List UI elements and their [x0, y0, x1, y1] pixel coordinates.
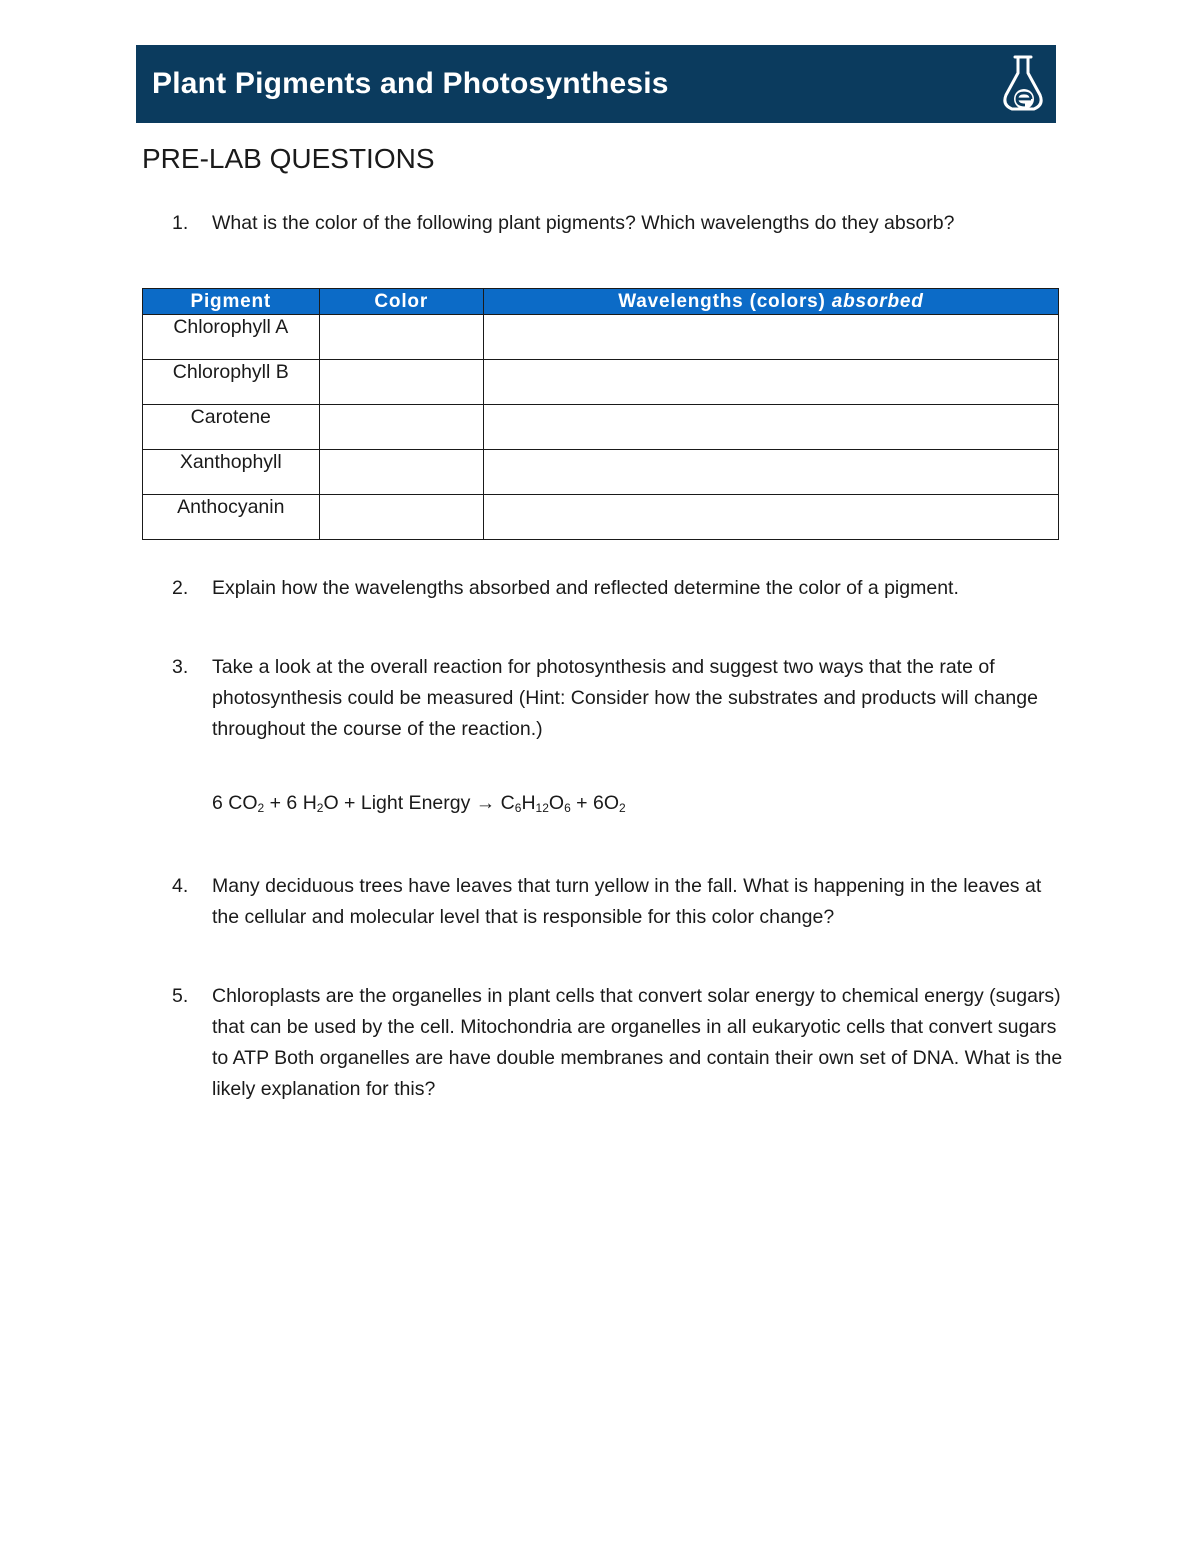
question-number: 3. [172, 656, 189, 678]
table-row [143, 405, 1059, 450]
question-number: 4. [172, 875, 189, 897]
wavelengths-cell[interactable] [483, 315, 1058, 360]
pigment-cell: Chlorophyll B [143, 360, 320, 405]
question-number: 1. [172, 212, 189, 234]
question-text: What is the color of the following plant pigments? Which wavelengths do they absorb? [212, 212, 955, 234]
header-pigment: Pigment [143, 289, 320, 315]
equation-part: + 6O [570, 792, 620, 814]
header-wavelengths [483, 289, 1058, 315]
wavelengths-cell[interactable] [483, 495, 1058, 540]
header-wavelengths-label: Wavelengths (colors) [618, 290, 832, 312]
wavelengths-cell[interactable] [483, 450, 1058, 495]
equation-part: O [548, 792, 565, 814]
pigment-cell: Chlorophyll A [143, 315, 320, 360]
question-3 [172, 652, 1072, 745]
question-5 [172, 981, 1072, 1105]
equation-part: 6 CO [212, 792, 258, 814]
wavelengths-cell[interactable] [483, 360, 1058, 405]
color-cell[interactable] [319, 405, 483, 450]
header-bar [136, 45, 1056, 123]
pigments-table [142, 288, 1059, 540]
equation-part: + 6 H [264, 792, 317, 814]
equation-subscript: 6 [564, 801, 571, 815]
equation-part: H [521, 792, 536, 814]
pigment-cell: Carotene [143, 405, 320, 450]
color-cell[interactable] [319, 450, 483, 495]
table-row [143, 315, 1059, 360]
color-cell[interactable] [319, 315, 483, 360]
color-cell[interactable] [319, 360, 483, 405]
equation-subscript: 2 [316, 801, 324, 815]
equation-subscript: 12 [535, 801, 549, 815]
table-row [143, 495, 1059, 540]
wavelengths-cell[interactable] [483, 405, 1058, 450]
question-text: Chloroplasts are the organelles in plant cells that convert solar energy to chemical energy (sugars) that can be used by the cell. Mitochondria are organelles in all eukaryotic cells that convert sugars to ATP Both organelles are have double membranes and contain their own set of DNA. What is the likely explanation for this? [212, 985, 1063, 1100]
question-text: Explain how the wavelengths absorbed and reflected determine the color of a pigment. [212, 577, 959, 599]
question-number: 5. [172, 985, 189, 1007]
photosynthesis-equation [212, 792, 626, 815]
table-header-row [143, 289, 1059, 315]
question-4 [172, 871, 1072, 933]
flask-logo-icon [998, 53, 1048, 115]
question-text: Take a look at the overall reaction for photosynthesis and suggest two ways that the rate of photosynthesis could be measured (Hint: Consider how the substrates and products will change throughout the course of the reaction.) [212, 656, 1038, 740]
header-wavelengths-emphasis: absorbed [831, 290, 924, 312]
equation-subscript: 2 [619, 801, 626, 815]
question-number: 2. [172, 577, 189, 599]
section-title: PRE-LAB QUESTIONS [142, 143, 435, 174]
question-1 [172, 208, 1072, 239]
page-title: Plant Pigments and Photosynthesis [152, 67, 669, 100]
table-row [143, 360, 1059, 405]
color-cell[interactable] [319, 495, 483, 540]
question-2 [172, 573, 1072, 604]
pigment-cell: Anthocyanin [143, 495, 320, 540]
table-row [143, 450, 1059, 495]
pigment-cell: Xanthophyll [143, 450, 320, 495]
equation-subscript: 6 [514, 801, 522, 815]
equation-part: O + Light Energy → C [323, 792, 515, 814]
header-color: Color [319, 289, 483, 315]
question-text: Many deciduous trees have leaves that turn yellow in the fall. What is happening in the leaves at the cellular and molecular level that is responsible for this color change? [212, 875, 1042, 928]
equation-subscript: 2 [257, 801, 265, 815]
